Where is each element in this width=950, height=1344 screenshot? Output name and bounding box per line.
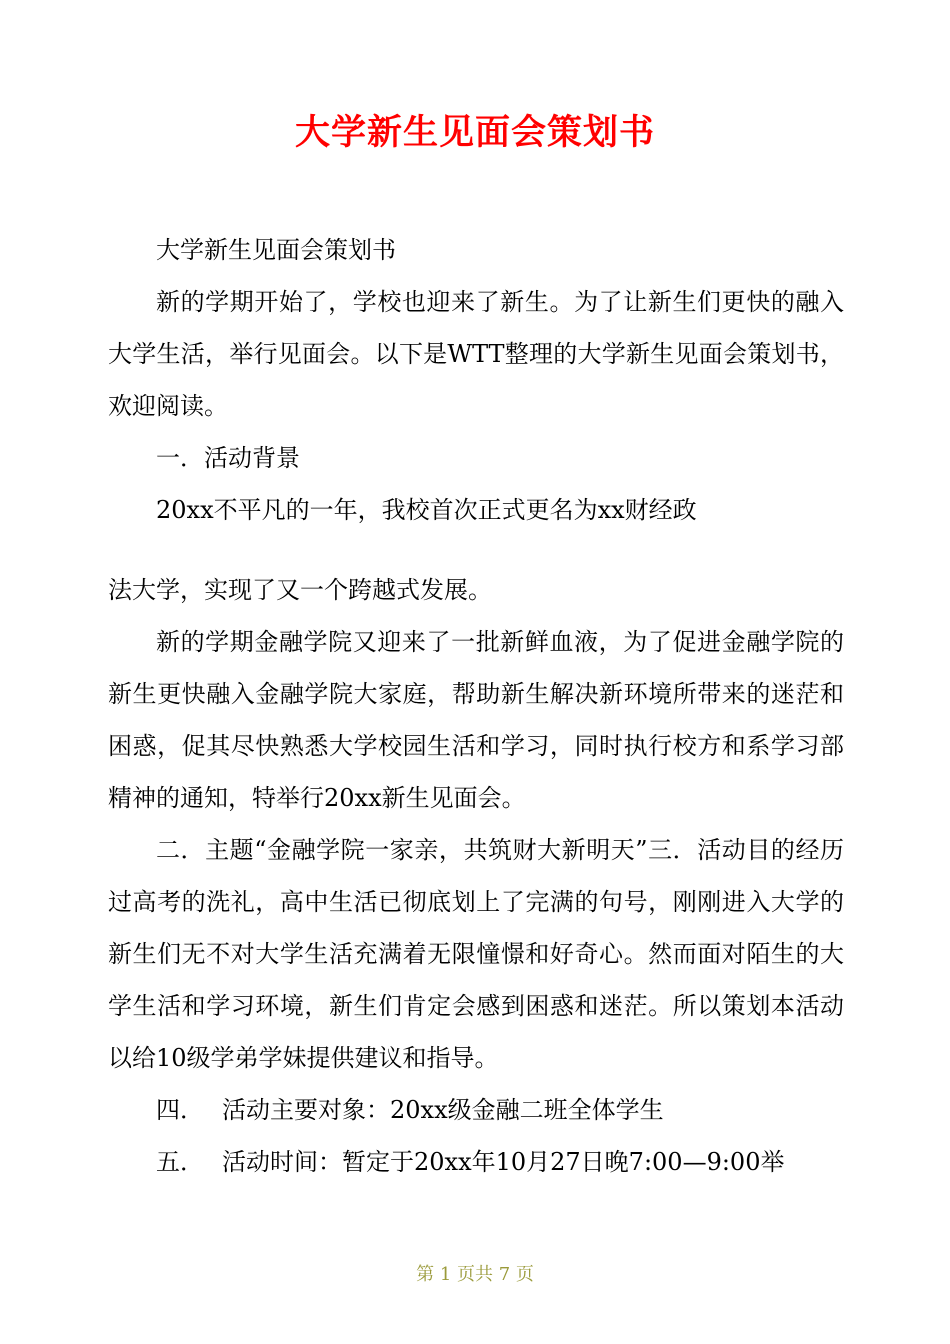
paragraph-theme-purpose: 二．主题“金融学院一家亲，共筑财大新明天”三．活动目的经历过高考的洗礼，高中生活已彻底划上了完满的句号，刚刚进入大学的新生们无不对大学生活充满着无限憧憬和好奇心。然而面对陌生的大学生活和学习环境，新生们肯定会感到困惑和迷茫。所以策划本活动以给10级学弟学妹提供建议和指导。 [108, 836, 844, 1072]
page-footer: 第 1 页共 7 页 [416, 1264, 534, 1285]
section-heading-background: 一．活动背景 [156, 444, 300, 472]
list-item-text: 活动时间：暂定于20xx年10月27日晚7:00—9:00举 [222, 1148, 785, 1176]
paragraph-background-line1: 20xx不平凡的一年，我校首次正式更名为xx财经政 [156, 496, 697, 524]
list-item-number: 五． [156, 1148, 204, 1176]
document-body [108, 224, 844, 1188]
list-item-text: 活动主要对象：20xx级金融二班全体学生 [222, 1096, 664, 1124]
list-item-time [108, 1136, 844, 1188]
paragraph-background-detail: 新的学期金融学院又迎来了一批新鲜血液，为了促进金融学院的新生更快融入金融学院大家庭，帮助新生解决新环境所带来的迷茫和困惑，促其尽快熟悉大学校园生活和学习，同时执行校方和系学习部精神的通知，特举行20xx新生见面会。 [108, 628, 844, 812]
paragraph-intro: 新的学期开始了，学校也迎来了新生。为了让新生们更快的融入大学生活，举行见面会。以下是WTT整理的大学新生见面会策划书，欢迎阅读。 [108, 288, 844, 420]
paragraph-heading: 大学新生见面会策划书 [156, 236, 396, 264]
document-title: 大学新生见面会策划书 [294, 113, 655, 153]
list-item-number: 四． [156, 1096, 204, 1124]
paragraph-background-line2: 法大学，实现了又一个跨越式发展。 [108, 576, 492, 604]
list-item-target [108, 1084, 844, 1136]
